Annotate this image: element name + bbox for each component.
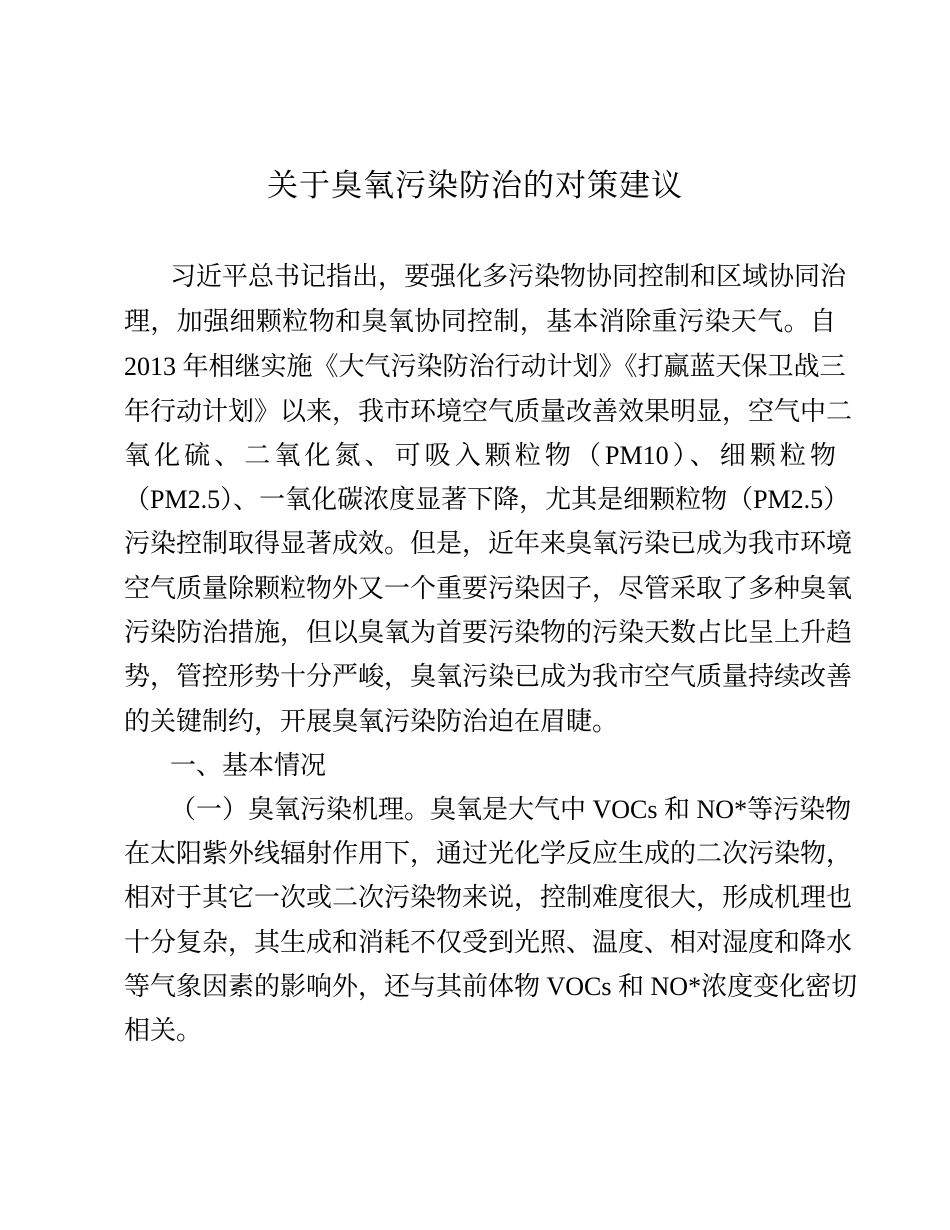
text-line: 在太阳紫外线辐射作用下，通过光化学反应生成的二次污染物， xyxy=(124,839,853,868)
text-line: （一）臭氧污染机理。臭氧是大气中 VOCs 和 NO*等污染物 xyxy=(170,795,852,824)
text-line: 习近平总书记指出，要强化多污染物协同控制和区域协同治 xyxy=(170,262,847,291)
text-line: 相对于其它一次或二次污染物来说，控制难度很大，形成机理也 xyxy=(124,883,853,912)
text-line: 空气质量除颗粒物外又一个重要污染因子，尽管采取了多种臭氧 xyxy=(124,574,853,603)
text-line: 势，管控形势十分严峻，臭氧污染已成为我市空气质量持续改善 xyxy=(124,662,853,691)
text-line: 十分复杂，其生成和消耗不仅受到光照、温度、相对湿度和降水 xyxy=(124,928,853,957)
section-heading: 一、基本情况 xyxy=(170,751,327,780)
text-line: 污染控制取得显著成效。但是，近年来臭氧污染已成为我市环境 xyxy=(124,529,853,558)
document-title: 关于臭氧污染防治的对策建议 xyxy=(267,168,683,203)
text-line: 相关。 xyxy=(124,1016,203,1045)
text-line: 污染防治措施，但以臭氧为首要污染物的污染天数占比呈上升趋 xyxy=(124,618,853,647)
text-line: 理，加强细颗粒物和臭氧协同控制，基本消除重污染天气。自 xyxy=(124,307,836,336)
text-line: 年行动计划》以来，我市环境空气质量改善效果明显，空气中二 xyxy=(124,397,853,426)
text-line: 的关键制约，开展臭氧污染防治迫在眉睫。 xyxy=(124,707,619,736)
text-line: 2013 年相继实施《大气污染防治行动计划》《打赢蓝天保卫战三 xyxy=(124,352,846,381)
text-line: （PM2.5）、一氧化碳浓度显著下降，尤其是细颗粒物（PM2.5） xyxy=(124,485,850,514)
text-line: 氧化硫、二氧化氮、可吸入颗粒物（PM10）、细颗粒物 xyxy=(124,441,836,470)
text-line: 等气象因素的影响外，还与其前体物 VOCs 和 NO*浓度变化密切 xyxy=(124,972,858,1001)
